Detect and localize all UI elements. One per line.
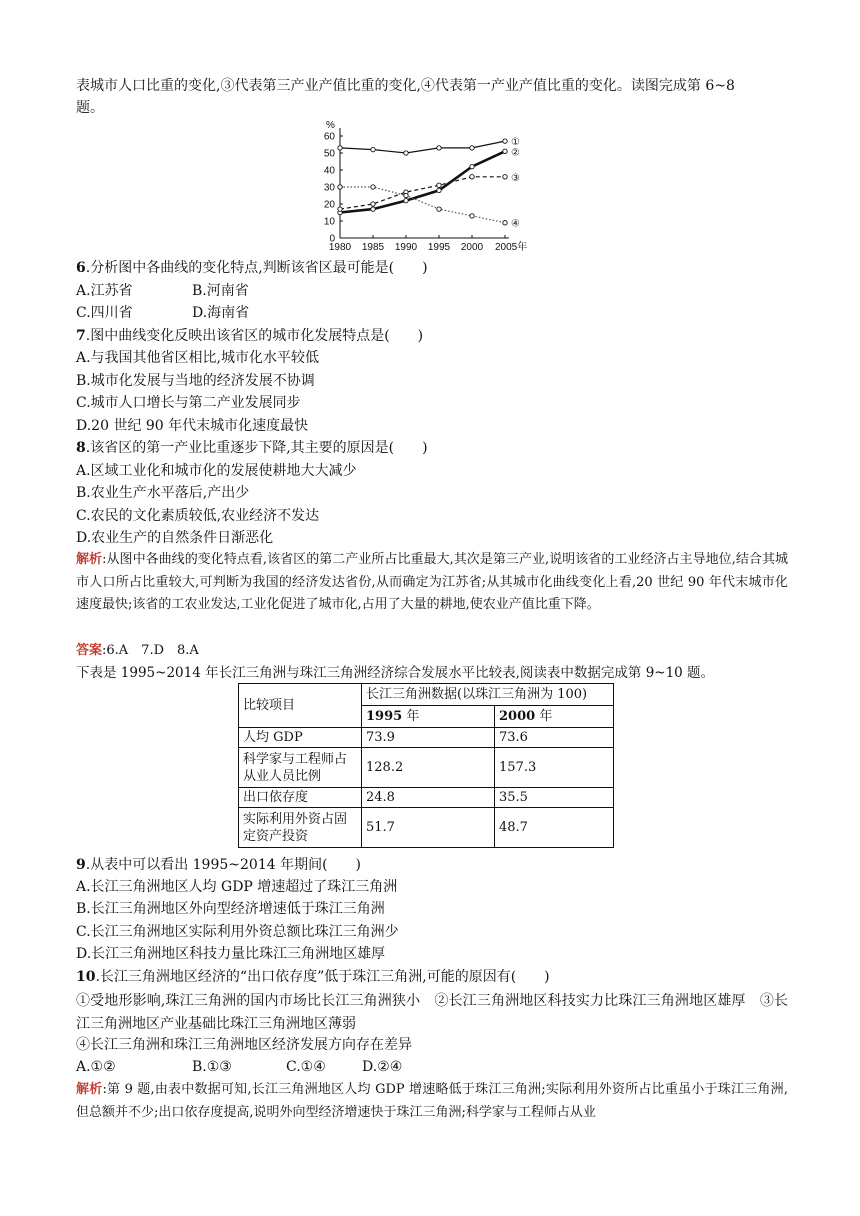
q9-stem	[76, 855, 361, 875]
y-tick-label: 0	[329, 233, 335, 245]
table-cell-item: 科学家与工程师占从业人员比例	[239, 748, 362, 788]
q6-option-d: D.海南省	[192, 305, 250, 321]
intro-line-1: 表城市人口比重的变化,③代表第三产业产值比重的变化,④代表第一产业产值比重的变化。读图完成第 6~8	[76, 78, 735, 94]
q10-statement-4: ④长江三角洲和珠江三角洲地区经济发展方向存在差异	[76, 1037, 412, 1053]
q6-options-row-2	[76, 303, 250, 323]
q6-option-c: C.四川省	[76, 305, 133, 321]
series-label: ①	[511, 137, 520, 149]
data-point	[371, 202, 375, 206]
line-chart	[300, 118, 550, 254]
data-point	[503, 221, 507, 225]
q10-stem-text: .长江三角洲地区经济的“出口依存度”低于珠江三角洲,可能的原因有( )	[95, 969, 550, 985]
answer-text: :6.A 7.D 8.A	[102, 643, 199, 658]
q6-stem-text: .分析图中各曲线的变化特点,判断该省区最可能是( )	[85, 260, 428, 276]
q7-stem	[76, 326, 423, 346]
data-point	[437, 183, 441, 187]
q8-option-b: B.农业生产水平落后,产出少	[76, 485, 250, 501]
q7-option-c: C.城市人口增长与第二产业发展同步	[76, 395, 301, 411]
y-axis-label: %	[326, 120, 335, 131]
series-label: ④	[511, 218, 520, 230]
q9-option-a: A.长江三角洲地区人均 GDP 增速超过了珠江三角洲	[76, 879, 398, 895]
data-point	[404, 193, 408, 197]
q10-options	[76, 1057, 402, 1077]
table-cell-1995: 51.7	[362, 808, 495, 848]
table-cell-2000: 35.5	[495, 788, 614, 808]
q9-option-b: B.长江三角洲地区外向型经济增速低于珠江三角洲	[76, 901, 385, 917]
x-tick-label: 1985	[361, 242, 385, 253]
q8-option-d: D.农业生产的自然条件日渐恶化	[76, 530, 274, 546]
data-point	[404, 198, 408, 202]
analysis-text: :第 9 题,由表中数据可知,长江三角洲地区人均 GDP 增速略低于珠江三角洲;实际利用外资所占比重虽小于珠江三角洲,但总额并不少;出口依存度提高,说明外向型经济增速快于珠江三角洲;科学家与工程师占从业	[76, 1082, 788, 1120]
q7-option-a: A.与我国其他省区相比,城市化水平较低	[76, 350, 320, 366]
y-tick-label: 40	[323, 165, 335, 177]
series-line-1	[340, 141, 505, 153]
y-tick-label: 50	[323, 148, 335, 160]
table-cell-item: 出口依存度	[239, 788, 362, 808]
analysis-text: :从图中各曲线的变化特点看,该省区的第二产业所占比重最大,其次是第三产业,说明该省的工业经济占主导地位,结合其城市人口所占比重较大,可判断为我国的经济发达省份,从而确定为江苏省;从其城市化曲线变化上看,20 世纪 90 年代末城市化速度最快;该省的工农业发达,工业化促进了城市化,占用了大量的耕地,使农业产值比重下降。	[76, 552, 788, 612]
table-cell-2000: 73.6	[495, 728, 614, 748]
q10-option-d: D.②④	[362, 1059, 403, 1075]
data-point	[338, 146, 342, 150]
analysis-9-10	[76, 1079, 788, 1124]
q6-option-b: B.河南省	[192, 283, 249, 299]
q7-stem-text: .图中曲线变化反映出该省区的城市化发展特点是( )	[85, 328, 424, 344]
y-tick-label: 30	[323, 182, 335, 194]
q9-number: 9	[76, 857, 86, 873]
answer-6-8	[76, 641, 199, 661]
table-cell-item: 实际利用外资占固定资产投资	[239, 808, 362, 848]
q6-stem	[76, 258, 428, 278]
table-row	[239, 748, 614, 788]
data-point	[437, 146, 441, 150]
x-tick-label: 1980	[328, 242, 352, 253]
table-cell-2000: 48.7	[495, 808, 614, 848]
table-cell-1995: 128.2	[362, 748, 495, 788]
analysis-label: 解析	[76, 552, 103, 567]
table-header-item: 比较项目	[239, 684, 362, 728]
q6-option-a: A.江苏省	[76, 283, 133, 299]
data-point	[503, 149, 507, 153]
data-point	[437, 207, 441, 211]
table-header-year-1995: 1995 年	[362, 706, 495, 728]
comparison-table	[238, 683, 614, 848]
x-tick-label: 1990	[394, 242, 418, 253]
q7-option-d: D.20 世纪 90 年代末城市化速度最快	[76, 418, 309, 434]
q10-option-c: C.①④	[286, 1059, 326, 1075]
q7-number: 7	[76, 328, 86, 344]
analysis-6-8	[76, 549, 788, 617]
series-label: ②	[511, 147, 520, 159]
analysis-label: 解析	[76, 1082, 103, 1097]
q7-option-b: B.城市化发展与当地的经济发展不协调	[76, 373, 315, 389]
q8-stem	[76, 438, 428, 458]
data-point	[470, 164, 474, 168]
table-intro: 下表是 1995~2014 年长江三角洲与珠江三角洲经济综合发展水平比较表,阅读表中数据完成第 9~10 题。	[76, 665, 715, 681]
data-point	[437, 188, 441, 192]
data-point	[470, 146, 474, 150]
y-tick-label: 20	[323, 199, 335, 211]
data-point	[371, 185, 375, 189]
series-label: ③	[511, 172, 520, 184]
q6-options-row-1	[76, 281, 249, 301]
q6-number: 6	[76, 260, 86, 276]
table-cell-1995: 24.8	[362, 788, 495, 808]
q10-statements-1-3: ①受地形影响,珠江三角洲的国内市场比长江三角洲狭小 ②长江三角洲地区科技实力比珠江三角洲地区雄厚 ③长江三角洲地区产业基础比珠江三角洲地区薄弱	[76, 993, 788, 1032]
data-point	[470, 214, 474, 218]
q10-number: 10	[76, 969, 96, 985]
table-row	[239, 728, 614, 748]
table-cell-item: 人均 GDP	[239, 728, 362, 748]
q8-option-a: A.区域工业化和城市化的发展使耕地大大减少	[76, 463, 357, 479]
table-row	[239, 808, 614, 848]
data-point	[470, 175, 474, 179]
q8-number: 8	[76, 440, 86, 456]
series-line-4	[340, 187, 505, 223]
data-point	[404, 151, 408, 155]
q9-option-c: C.长江三角洲地区实际利用外资总额比珠江三角洲少	[76, 924, 399, 940]
table-cell-2000: 157.3	[495, 748, 614, 788]
data-point	[503, 175, 507, 179]
x-tick-label: 1995	[427, 242, 451, 253]
q10-option-b: B.①③	[192, 1059, 232, 1075]
data-point	[371, 147, 375, 151]
series-line-3	[340, 177, 505, 209]
table-cell-1995: 73.9	[362, 728, 495, 748]
data-point	[338, 185, 342, 189]
x-tick-label: 2005年	[495, 242, 528, 253]
data-point	[338, 207, 342, 211]
y-tick-label: 10	[323, 216, 335, 228]
table-row	[239, 788, 614, 808]
answer-label: 答案	[76, 643, 103, 658]
data-point	[371, 207, 375, 211]
y-tick-label: 60	[323, 131, 335, 143]
q10-option-a: A.①②	[76, 1059, 116, 1075]
data-point	[503, 139, 507, 143]
table-header-year-2000: 2000 年	[495, 706, 614, 728]
x-tick-label: 2000	[460, 242, 484, 253]
q9-option-d: D.长江三角洲地区科技力量比珠江三角洲地区雄厚	[76, 946, 386, 962]
intro-line-2: 题。	[76, 100, 104, 116]
table-header-group: 长江三角洲数据(以珠江三角洲为 100)	[362, 684, 614, 706]
q10-stem	[76, 967, 550, 987]
q9-stem-text: .从表中可以看出 1995~2014 年期间( )	[85, 857, 362, 873]
q8-option-c: C.农民的文化素质较低,农业经济不发达	[76, 508, 320, 524]
series-line-2	[340, 151, 505, 212]
q8-stem-text: .该省区的第一产业比重逐步下降,其主要的原因是( )	[85, 440, 428, 456]
